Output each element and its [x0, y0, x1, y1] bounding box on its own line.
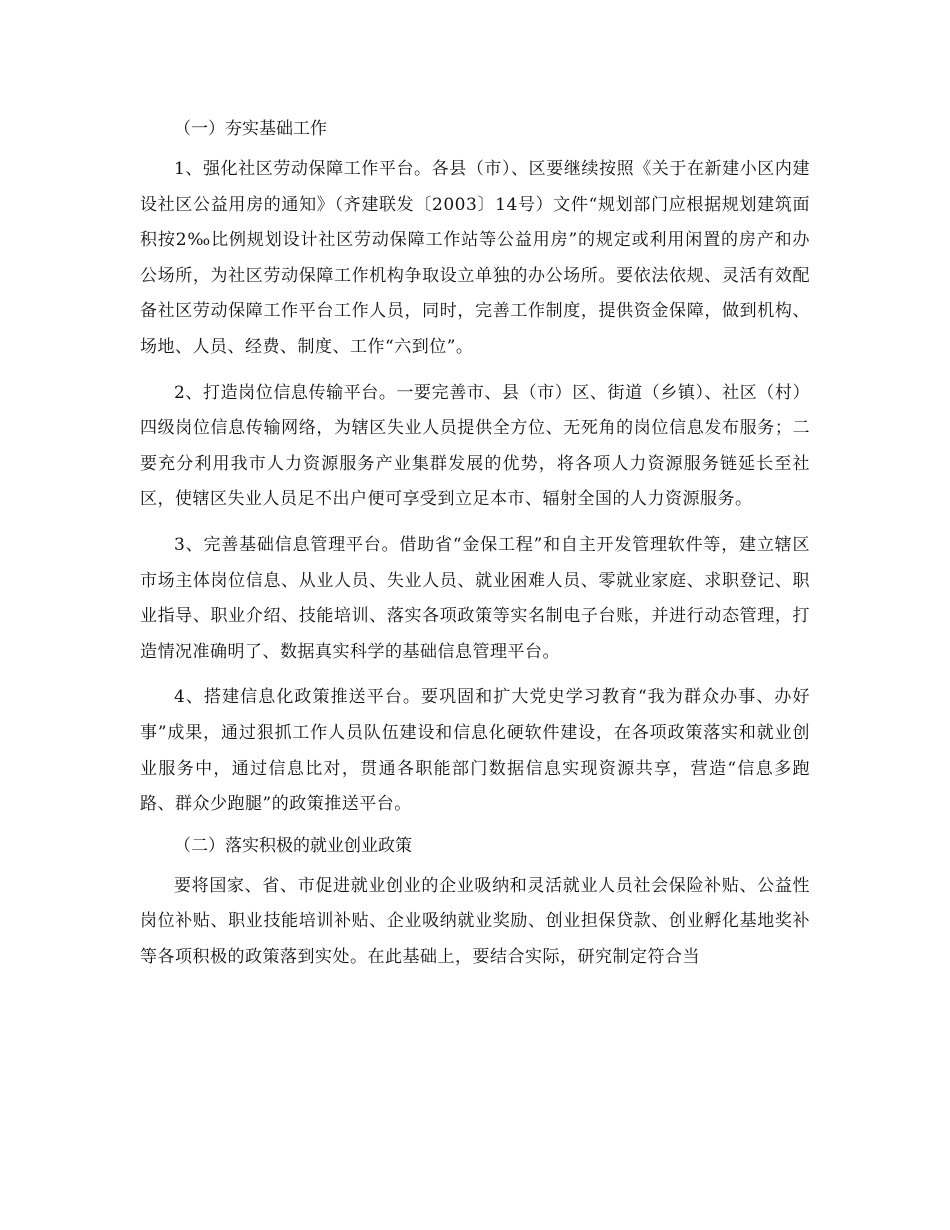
- paragraph-info-management-platform: 3、完善基础信息管理平台。借助省“金保工程”和自主开发管理软件等，建立辖区市场主体岗位信息、从业人员、失业人员、就业困难人员、零就业家庭、求职登记、职业指导、职业介绍、技能培训、落实各项政策等实名制电子台账，并进行动态管理，打造情况准确明了、数据真实科学的基础信息管理平台。: [140, 534, 810, 662]
- paragraph-community-platform: 1、强化社区劳动保障工作平台。各县（市）、区要继续按照《关于在新建小区内建设社区公益用房的通知》（齐建联发〔2003〕14号）文件“规划部门应根据规划建筑面积按2‰比例规划设计社区劳动保障工作站等公益用房”的规定或利用闲置的房产和办公场所，为社区劳动保障工作机构争取设立单独的办公场所。要依法依规、灵活有效配备社区劳动保障工作平台工作人员，同时，完善工作制度，提供资金保障，做到机构、场地、人员、经费、制度、工作“六到位”。: [140, 159, 810, 357]
- section-heading-2: （二）落实积极的就业创业政策: [174, 835, 412, 856]
- section-heading-1: （一）夯实基础工作: [174, 119, 327, 139]
- document-page: [140, 116, 810, 985]
- paragraph-employment-policy: 要将国家、省、市促进就业创业的企业吸纳和灵活就业人员社会保险补贴、公益性岗位补贴、职业技能培训补贴、企业吸纳就业奖励、创业担保贷款、创业孵化基地奖补等各项积极的政策落到实处。在此基础上，要结合实际，研究制定符合当: [140, 875, 810, 967]
- paragraph-policy-push-platform: 4、搭建信息化政策推送平台。要巩固和扩大党史学习教育“我为群众办事、办好事”成果，通过狠抓工作人员队伍建设和信息化硬软件建设，在各项政策落实和就业创业服务中，通过信息比对，贯通各职能部门数据信息实现资源共享，营造“信息多跑路、群众少跑腿”的政策推送平台。: [140, 687, 810, 815]
- paragraph-job-info-platform: 2、打造岗位信息传输平台。一要完善市、县（市）区、街道（乡镇）、社区（村）四级岗位信息传输网络，为辖区失业人员提供全方位、无死角的岗位信息发布服务；二要充分利用我市人力资源服务产业集群发展的优势，将各项人力资源服务链延长至社区，使辖区失业人员足不出户便可享受到立足本市、辐射全国的人力资源服务。: [140, 382, 810, 510]
